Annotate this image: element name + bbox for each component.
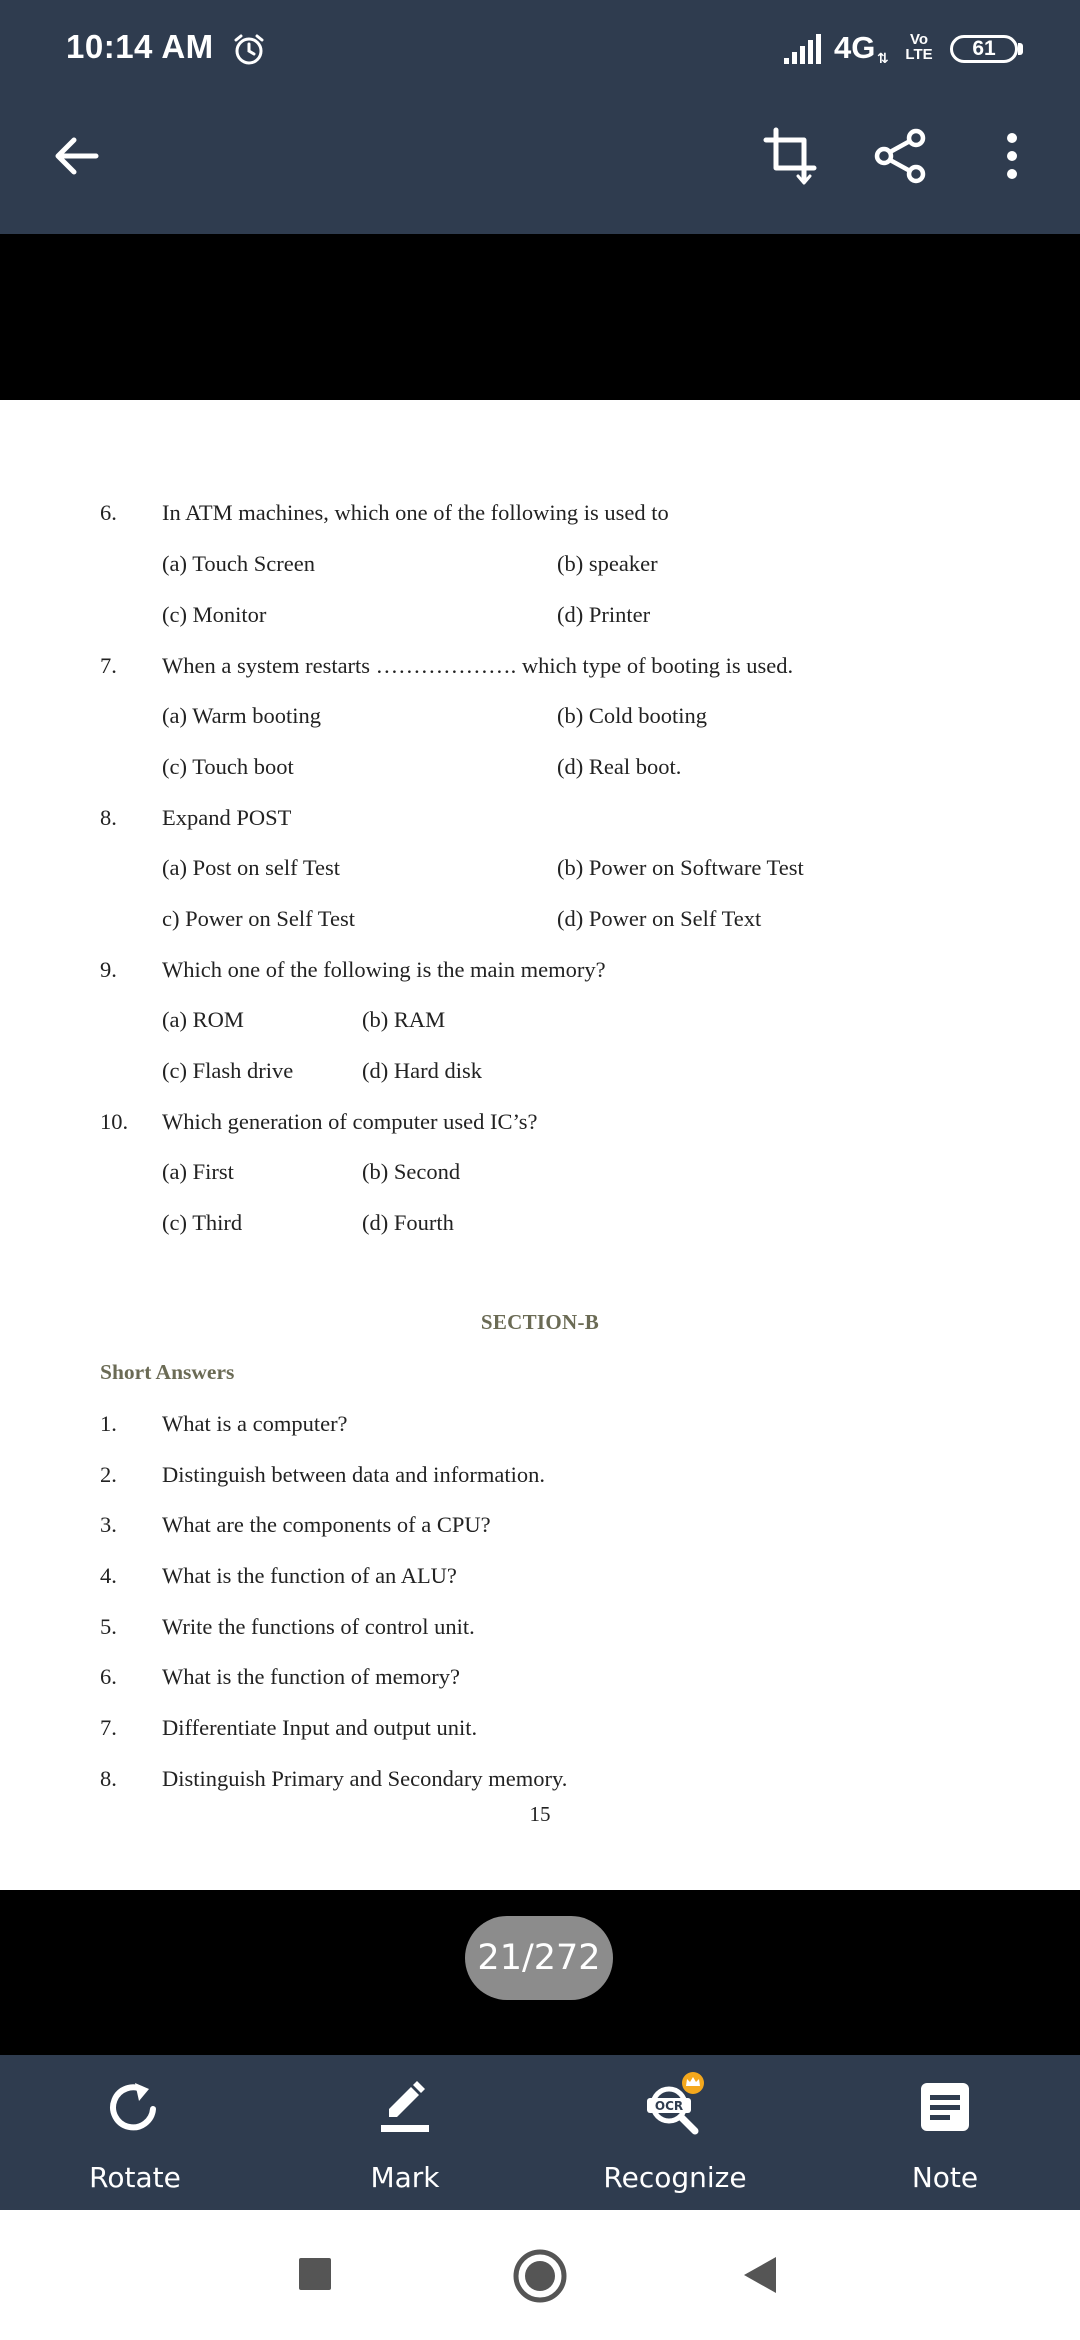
rotate-label: Rotate xyxy=(89,2161,181,2194)
mark-button[interactable] xyxy=(270,2055,540,2210)
back-triangle-icon[interactable] xyxy=(742,2255,778,2295)
question-text: In ATM machines, which one of the following is used to xyxy=(162,500,669,525)
more-vertical-icon[interactable] xyxy=(1000,126,1024,186)
short-answer-text: Distinguish Primary and Secondary memory. xyxy=(162,1766,568,1791)
alarm-clock-icon xyxy=(232,33,266,67)
short-answer-number: 4. xyxy=(100,1563,117,1588)
recognize-label: Recognize xyxy=(603,2161,747,2194)
rotate-icon xyxy=(105,2077,165,2137)
short-answer-text: Differentiate Input and output unit. xyxy=(162,1715,478,1740)
question-option: (d) Printer xyxy=(557,602,651,627)
note-icon xyxy=(915,2077,975,2137)
question-number: 8. xyxy=(100,805,117,830)
battery-icon xyxy=(950,35,1018,63)
short-answer-number: 7. xyxy=(100,1715,117,1740)
arrow-left-icon[interactable] xyxy=(50,130,102,182)
short-answer-text: What is the function of memory? xyxy=(162,1664,461,1689)
short-answer-number: 1. xyxy=(100,1411,117,1436)
mark-label: Mark xyxy=(370,2161,440,2194)
question-text: Which generation of computer used IC’s? xyxy=(162,1109,538,1134)
question-option: (c) Monitor xyxy=(162,602,267,627)
question-option: (a) Warm booting xyxy=(162,703,321,728)
short-answer-number: 3. xyxy=(100,1512,117,1537)
question-option: (a) First xyxy=(162,1159,234,1184)
question-option: (b) Cold booting xyxy=(557,703,707,728)
question-option: (d) Power on Self Text xyxy=(557,906,762,931)
bottom-toolbar xyxy=(0,2055,1080,2210)
crop-icon[interactable] xyxy=(762,126,818,186)
short-answer-text: Distinguish between data and information. xyxy=(162,1462,546,1487)
short-answer-text: Write the functions of control unit. xyxy=(162,1614,475,1639)
short-answer-number: 8. xyxy=(100,1766,117,1791)
question-option: (a) Post on self Test xyxy=(162,855,340,880)
volte-indicator xyxy=(903,32,935,62)
note-button[interactable] xyxy=(810,2055,1080,2210)
document-page[interactable] xyxy=(0,400,1080,1890)
recognize-button[interactable] xyxy=(540,2055,810,2210)
question-number: 6. xyxy=(100,500,117,525)
question-option: (c) Third xyxy=(162,1210,243,1235)
section-title: SECTION-B xyxy=(480,1310,600,1334)
short-answer-number: 5. xyxy=(100,1614,117,1639)
short-answer-text: What is the function of an ALU? xyxy=(162,1563,457,1588)
short-answer-number: 6. xyxy=(100,1664,117,1689)
rotate-button[interactable] xyxy=(0,2055,270,2210)
app-bar xyxy=(0,78,1080,234)
status-time: 10:14 AM xyxy=(66,28,214,65)
question-text: When a system restarts ………………. which type of booting is used. xyxy=(162,653,794,678)
system-nav-bar xyxy=(0,2210,1080,2340)
question-option: (b) Power on Software Test xyxy=(557,855,804,880)
question-option: (b) RAM xyxy=(362,1007,446,1032)
question-number: 9. xyxy=(100,957,117,982)
question-number: 10. xyxy=(100,1109,129,1134)
ocr-badge-text: OCR xyxy=(654,2099,684,2113)
short-answer-text: What is a computer? xyxy=(162,1411,348,1436)
question-text: Expand POST xyxy=(162,805,292,830)
question-option: (b) speaker xyxy=(557,551,658,576)
pen-icon xyxy=(375,2077,435,2137)
page-number: 15 xyxy=(529,1802,551,1826)
home-circle-icon[interactable] xyxy=(512,2248,568,2304)
question-option: (b) Second xyxy=(362,1159,461,1184)
question-option: (d) Real boot. xyxy=(557,754,682,779)
question-option: (d) Fourth xyxy=(362,1210,454,1235)
short-answer-text: What are the components of a CPU? xyxy=(162,1512,491,1537)
question-number: 7. xyxy=(100,653,117,678)
recents-square-icon[interactable] xyxy=(298,2257,332,2291)
question-option: (c) Touch boot xyxy=(162,754,294,779)
question-option: (c) Flash drive xyxy=(162,1058,294,1083)
question-option: (a) Touch Screen xyxy=(162,551,315,576)
question-option: (d) Hard disk xyxy=(362,1058,482,1083)
question-option: (a) ROM xyxy=(162,1007,244,1032)
data-arrows-icon: ⇅ xyxy=(877,50,889,66)
short-answer-number: 2. xyxy=(100,1462,117,1487)
network-type: 4G xyxy=(834,30,876,65)
battery-level: 61 xyxy=(972,37,996,60)
status-bar xyxy=(0,0,1080,78)
battery-tip xyxy=(1018,43,1023,55)
volte-bottom: LTE xyxy=(905,46,933,63)
page-indicator: 21/272 xyxy=(465,1916,613,2000)
subsection-title: Short Answers xyxy=(100,1360,235,1384)
ocr-magnifier-icon xyxy=(645,2077,705,2137)
note-label: Note xyxy=(911,2161,979,2194)
signal-strength-icon xyxy=(784,34,828,64)
volte-top: Vo xyxy=(909,31,929,48)
question-option: c) Power on Self Test xyxy=(162,906,355,931)
question-text: Which one of the following is the main memory? xyxy=(162,957,606,982)
share-icon[interactable] xyxy=(872,126,928,186)
